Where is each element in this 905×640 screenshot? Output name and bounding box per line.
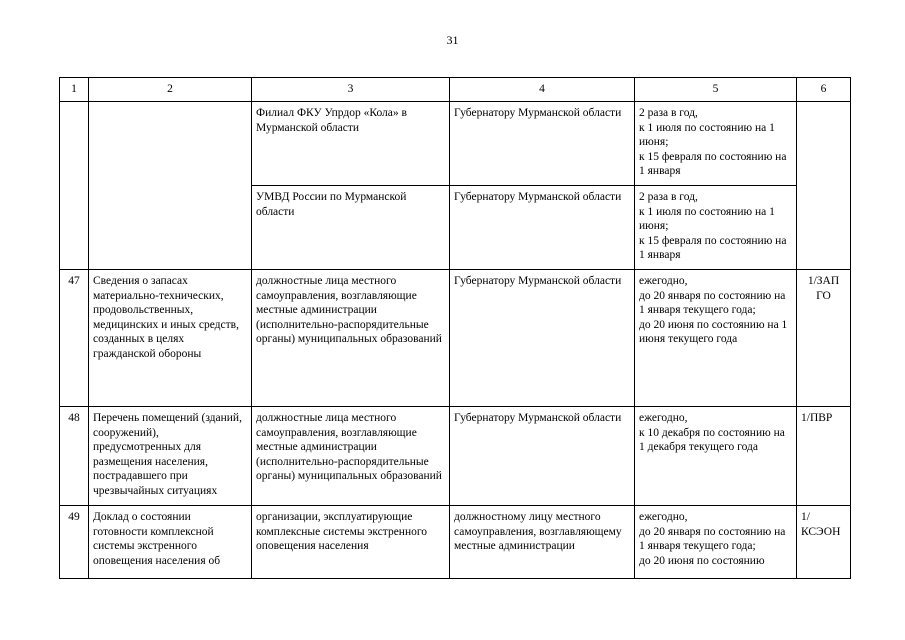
description-cell — [89, 102, 252, 270]
deadline-cell — [635, 407, 797, 506]
form-code-cell: 1/ЗАП ГО — [797, 270, 851, 407]
description-cell: Доклад о состоянии готовности комплексной системы экстренного оповещения населения об — [89, 506, 252, 579]
deadline-line: ежегодно, — [639, 275, 688, 287]
recipient-cell: Губернатору Мурманской области — [450, 270, 635, 407]
form-code-cell: 1/КСЭОН — [797, 506, 851, 579]
deadline-line: 2 раза в год, — [639, 191, 698, 203]
deadline-line: до 20 января по состоянию на 1 января текущего года; — [639, 525, 786, 553]
form-code-cell: 1/ПВР — [797, 407, 851, 506]
deadline-cell — [635, 186, 797, 270]
row-number-cell: 47 — [60, 270, 89, 407]
row-number-cell — [60, 102, 89, 270]
deadline-line: к 1 июля по состоянию на 1 июня; — [639, 205, 775, 233]
submitter-cell: Филиал ФКУ Упрдор «Кола» в Мурманской области — [252, 102, 450, 186]
recipient-cell: Губернатору Мурманской области — [450, 407, 635, 506]
header-cell-5: 5 — [635, 78, 797, 102]
deadline-cell — [635, 270, 797, 407]
deadline-line: к 15 февраля по состоянию на 1 января — [639, 150, 787, 178]
header-cell-1: 1 — [60, 78, 89, 102]
table-row — [60, 506, 851, 579]
deadline-cell — [635, 102, 797, 186]
header-cell-3: 3 — [252, 78, 450, 102]
deadline-line: 2 раза в год, — [639, 107, 698, 119]
report-table — [59, 77, 851, 579]
deadline-line: ежегодно, — [639, 412, 688, 424]
form-code-cell — [797, 102, 851, 270]
recipient-cell: Губернатору Мурманской области — [450, 186, 635, 270]
deadline-line: до 20 июня по состоянию — [639, 554, 765, 567]
row-number-cell: 48 — [60, 407, 89, 506]
table-row — [60, 407, 851, 506]
header-cell-6: 6 — [797, 78, 851, 102]
description-cell: Сведения о запасах материально-технических, продовольственных, медицинских и иных средств, созданных в целях гражданской обороны — [89, 270, 252, 407]
submitter-cell: организации, эксплуатирующие комплексные системы экстренного оповещения населения — [252, 506, 450, 579]
deadline-line: к 10 декабря по состоянию на 1 декабря текущего года — [639, 426, 785, 454]
description-cell: Перечень помещений (зданий, сооружений), предусмотренных для размещения населения, пострадавшего при чрезвычайных ситуациях — [89, 407, 252, 506]
header-cell-4: 4 — [450, 78, 635, 102]
submitter-cell: УМВД России по Мурманской области — [252, 186, 450, 270]
deadline-line: до 20 января по состоянию на 1 января текущего года; — [639, 289, 786, 317]
recipient-cell: должностному лицу местного самоуправления, возглавляющему местные администрации — [450, 506, 635, 579]
submitter-cell: должностные лица местного самоуправления, возглавляющие местные администрации (исполнительно-распорядительные органы) муниципальных образований — [252, 270, 450, 407]
deadline-cell — [635, 506, 797, 579]
recipient-cell: Губернатору Мурманской области — [450, 102, 635, 186]
table-row — [60, 270, 851, 407]
page-number: 31 — [446, 33, 459, 47]
deadline-line: ежегодно, — [639, 511, 688, 523]
deadline-line: к 1 июля по состоянию на 1 июня; — [639, 121, 775, 149]
table-row — [60, 102, 851, 186]
header-cell-2: 2 — [89, 78, 252, 102]
row-number-cell: 49 — [60, 506, 89, 579]
deadline-line: до 20 июня по состоянию на 1 июня текущего года — [639, 318, 788, 346]
submitter-cell: должностные лица местного самоуправления, возглавляющие местные администрации (исполнительно-распорядительные органы) муниципальных образований — [252, 407, 450, 506]
table-header-row — [60, 78, 851, 102]
deadline-line: к 15 февраля по состоянию на 1 января — [639, 234, 787, 262]
